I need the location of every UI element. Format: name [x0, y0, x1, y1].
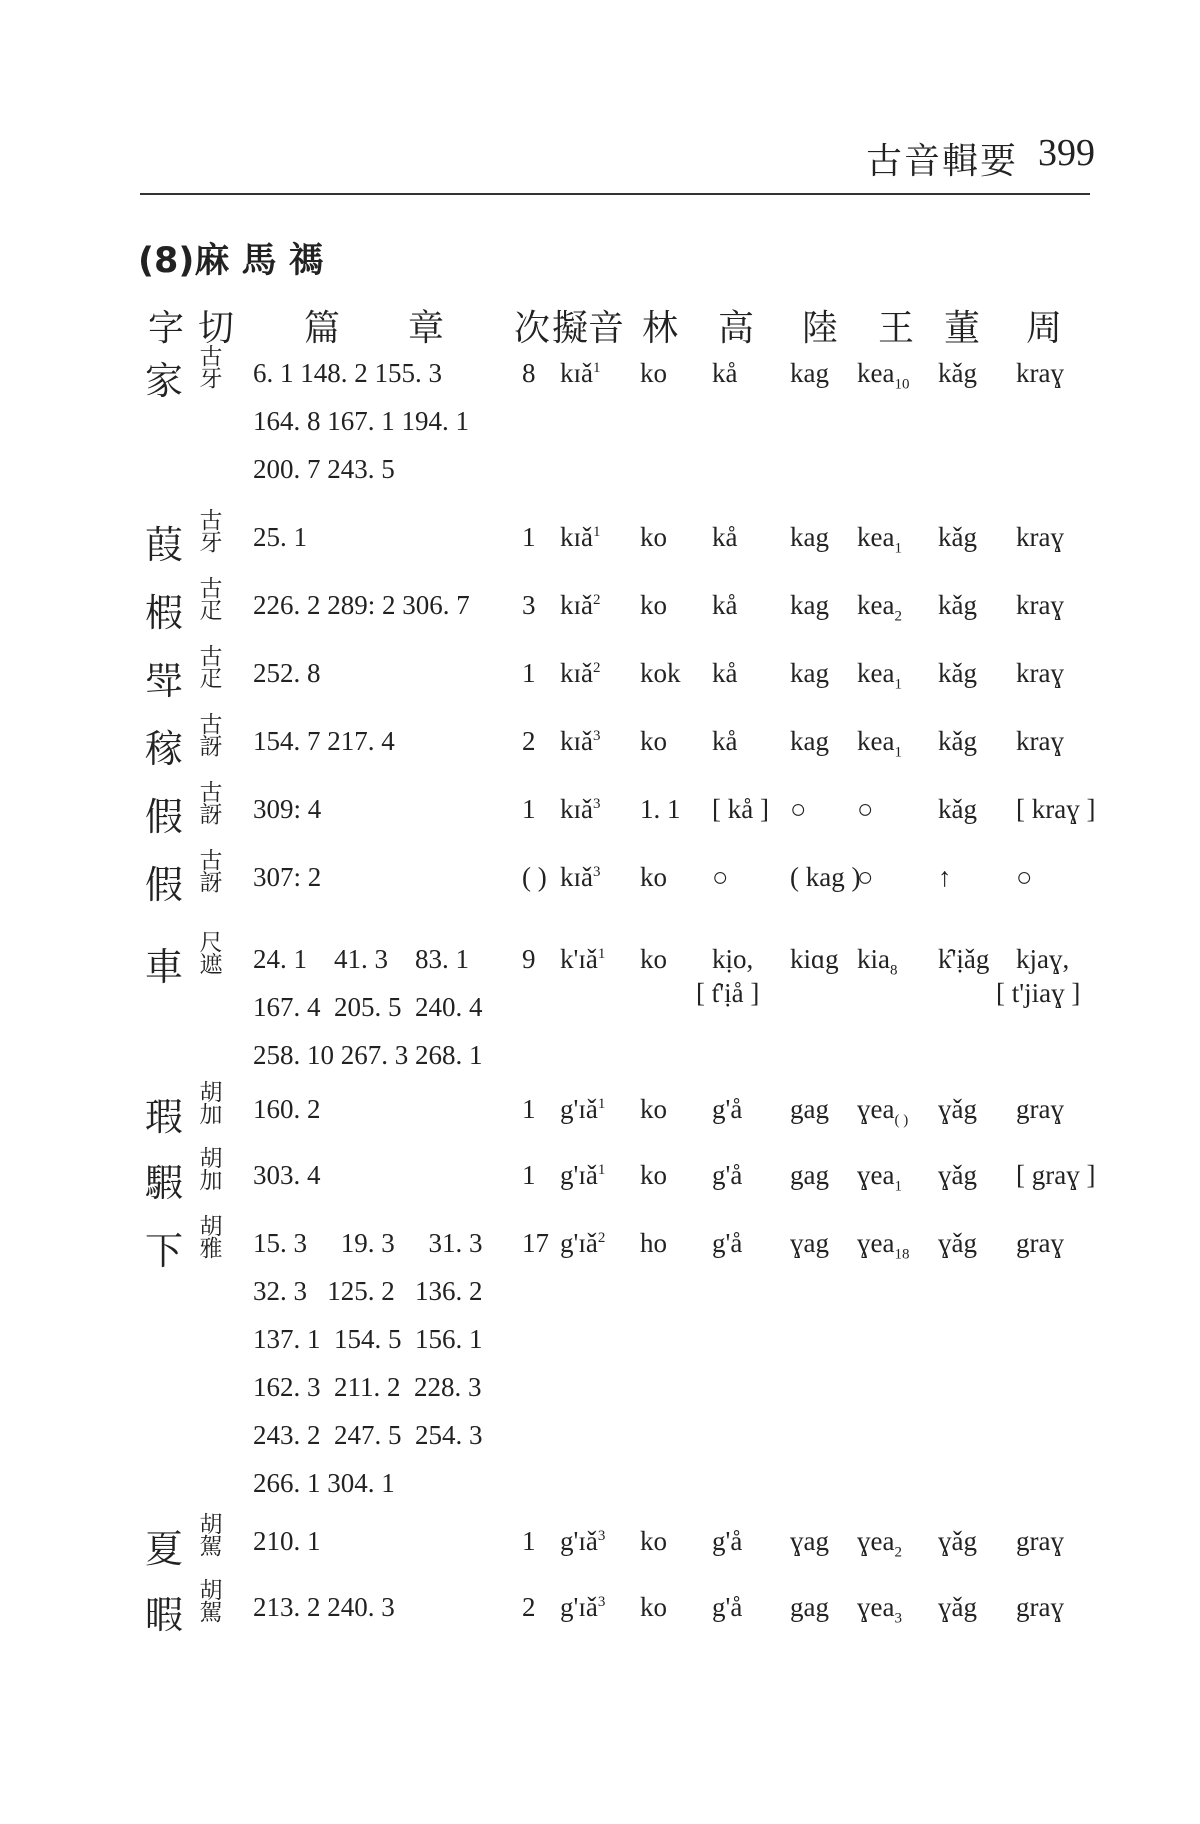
headword-char: 假: [145, 863, 184, 907]
reconstruction-cell: kɪǎ$^2$: [560, 590, 601, 620]
col-zhou: 周: [1026, 308, 1063, 349]
zhou-cell: kraɣ: [1016, 658, 1064, 688]
wang-subscript: ( ): [894, 1112, 909, 1129]
gao-cell: [ kå ]: [712, 794, 769, 824]
count-cell: 8: [522, 358, 536, 388]
zhou-cell: graɣ: [1016, 1228, 1064, 1258]
count-cell: 17: [522, 1228, 549, 1258]
gao-cell: kå: [712, 522, 738, 552]
chapter-references: 200. 7 243. 5: [253, 454, 395, 484]
reconstruction-cell: g'ɪǎ$^1$: [560, 1094, 606, 1124]
col-niyin: 擬音: [552, 308, 625, 349]
lin-cell: ho: [640, 1228, 667, 1258]
chapter-references: 137. 1 154. 5 156. 1: [253, 1324, 483, 1354]
wang-subscript: 10: [894, 376, 910, 393]
headword-char: 椵: [145, 591, 184, 635]
col-lin: 林: [642, 308, 679, 349]
headword-char: 下: [145, 1229, 184, 1273]
dong-cell: k̑'ịǎg: [938, 944, 990, 974]
chapter-references: 258. 10 267. 3 268. 1: [253, 1040, 483, 1070]
wang-cell: kea$_1$: [857, 726, 902, 761]
reconstruction-cell: g'ɪǎ$^3$: [560, 1526, 606, 1556]
headword-char: 葭: [145, 523, 184, 567]
wang-subscript: 1: [894, 676, 902, 693]
chapter-references: 32. 3 125. 2 136. 2: [253, 1276, 483, 1306]
tone-number: 2: [593, 660, 601, 676]
col-dong: 董: [944, 308, 981, 349]
chapter-references: 226. 2 289: 2 306. 7: [253, 590, 470, 620]
tone-number: 3: [597, 1528, 606, 1544]
tone-number: 3: [593, 796, 601, 812]
dong-cell: ↑: [938, 862, 952, 892]
tone-number: 1: [593, 524, 601, 540]
lu-cell: kag: [790, 522, 829, 552]
wang-cell: kia$_8$: [857, 944, 898, 979]
count-cell: ( ): [522, 862, 547, 892]
zhou-cell: kraɣ: [1016, 726, 1064, 756]
gao-cell: g'å: [712, 1526, 743, 1556]
chapter-references: 309: 4: [253, 794, 322, 824]
chapter-references: 164. 8 167. 1 194. 1: [253, 406, 469, 436]
tone-number: 1: [593, 360, 601, 376]
chapter-references: 252. 8: [253, 658, 321, 688]
count-cell: 1: [522, 1094, 536, 1124]
fanqie-spelling: 胡加: [199, 1146, 223, 1194]
lu-cell: ( kag ): [790, 862, 861, 892]
lin-cell: ko: [640, 726, 667, 756]
headword-char: 斝: [145, 659, 184, 703]
headword-char: 暇: [145, 1593, 184, 1637]
lin-cell: ko: [640, 944, 667, 974]
count-cell: 2: [522, 726, 536, 756]
fanqie-spelling: 胡駕: [199, 1512, 223, 1560]
chapter-references: 303. 4: [253, 1160, 321, 1190]
wang-subscript: 1: [894, 1178, 902, 1195]
wang-cell: kea$_{10}$: [857, 358, 910, 393]
tone-number: 1: [597, 946, 606, 962]
count-cell: 1: [522, 794, 536, 824]
lu-cell: gag: [790, 1094, 829, 1124]
wang-subscript: 18: [894, 1246, 910, 1263]
reconstruction-cell: k'ɪǎ$^1$: [560, 944, 606, 974]
lu-cell: kag: [790, 590, 829, 620]
chapter-references: 243. 2 247. 5 254. 3: [253, 1420, 483, 1450]
lu-cell: kag: [790, 658, 829, 688]
chapter-references: 160. 2: [253, 1094, 321, 1124]
wang-cell: ɣea$_{( )}$: [857, 1094, 909, 1129]
lin-cell: ko: [640, 1592, 667, 1622]
lu-cell: kag: [790, 726, 829, 756]
section-title: (8)麻 馬 禡: [138, 241, 324, 281]
gao-cell: g'å: [712, 1160, 743, 1190]
zhou-cell: graɣ: [1016, 1094, 1064, 1124]
tone-number: 2: [597, 1230, 606, 1246]
tone-number: 2: [593, 592, 601, 608]
zhou-cell: kraɣ: [1016, 590, 1064, 620]
zhou-cell: kraɣ: [1016, 358, 1064, 388]
chapter-references: 266. 1 304. 1: [253, 1468, 395, 1498]
wang-cell: ɣea$_1$: [857, 1160, 902, 1195]
lin-cell: ko: [640, 1094, 667, 1124]
lin-cell: kok: [640, 658, 681, 688]
dong-cell: ɣǎg: [938, 1228, 977, 1258]
headword-char: 瑕: [145, 1095, 184, 1139]
wang-cell: ɣea$_2$: [857, 1526, 902, 1561]
zhou-cell: kjaɣ,: [1016, 944, 1070, 974]
wang-subscript: 1: [894, 744, 902, 761]
dong-cell: kǎg: [938, 590, 977, 620]
reconstruction-cell: kɪǎ$^3$: [560, 794, 601, 824]
gao-cell: g'å: [712, 1228, 743, 1258]
tone-number: 3: [597, 1594, 606, 1610]
lu-cell: kag: [790, 358, 829, 388]
chapter-references: 25. 1: [253, 522, 307, 552]
lin-cell: 1. 1: [640, 794, 681, 824]
tone-number: 1: [597, 1096, 606, 1112]
dong-cell: ɣǎg: [938, 1094, 977, 1124]
chapter-references: 213. 2 240. 3: [253, 1592, 395, 1622]
headword-char: 稼: [145, 727, 184, 771]
chapter-references: 24. 1 41. 3 83. 1: [253, 944, 469, 974]
lin-cell: ko: [640, 522, 667, 552]
reconstruction-cell: kɪǎ$^1$: [560, 358, 601, 388]
lu-cell: ɣag: [790, 1228, 829, 1258]
chapter-references: 307: 2: [253, 862, 322, 892]
dong-cell: kǎg: [938, 726, 977, 756]
zhou-alt-cell: [ t'jiaɣ ]: [996, 978, 1081, 1008]
fanqie-spelling: 古疋: [199, 644, 223, 692]
gao-cell: kå: [712, 658, 738, 688]
lin-cell: ko: [640, 590, 667, 620]
gao-cell: g'å: [712, 1094, 743, 1124]
wang-subscript: 2: [894, 608, 902, 625]
col-lu: 陸: [802, 308, 839, 349]
wang-subscript: 1: [894, 540, 902, 557]
dong-cell: kǎg: [938, 358, 977, 388]
col-wang: 王: [878, 308, 915, 349]
col-ci: 次: [514, 308, 551, 349]
count-cell: 1: [522, 658, 536, 688]
zhou-cell: ○: [1016, 862, 1033, 892]
fanqie-spelling: 古訝: [199, 780, 223, 828]
wang-subscript: 3: [894, 1610, 902, 1627]
reconstruction-cell: g'ɪǎ$^1$: [560, 1160, 606, 1190]
count-cell: 1: [522, 1526, 536, 1556]
fanqie-spelling: 胡加: [199, 1080, 223, 1128]
fanqie-spelling: 古訝: [199, 848, 223, 896]
gao-cell: kå: [712, 590, 738, 620]
tone-number: 3: [593, 864, 601, 880]
zhou-cell: [ kraɣ ]: [1016, 794, 1096, 824]
wang-subscript: 8: [890, 962, 898, 979]
lin-cell: ko: [640, 862, 667, 892]
count-cell: 3: [522, 590, 536, 620]
wang-cell: ɣea$_3$: [857, 1592, 902, 1627]
reconstruction-cell: kɪǎ$^2$: [560, 658, 601, 688]
fanqie-spelling: 古牙: [199, 508, 223, 556]
fanqie-spelling: 古訝: [199, 712, 223, 760]
wang-cell: kea$_2$: [857, 590, 902, 625]
col-gao: 高: [718, 308, 755, 349]
lu-cell: gag: [790, 1592, 829, 1622]
chapter-references: 167. 4 205. 5 240. 4: [253, 992, 483, 1022]
col-pian: 篇: [304, 308, 341, 349]
zhou-cell: graɣ: [1016, 1592, 1064, 1622]
gao-cell: ○: [712, 862, 729, 892]
lu-cell: ○: [790, 794, 807, 824]
gao-cell: kịo,: [712, 944, 754, 974]
gao-cell: g'å: [712, 1592, 743, 1622]
header-rule: [140, 193, 1090, 195]
chapter-references: 6. 1 148. 2 155. 3: [253, 358, 442, 388]
wang-cell: kea$_1$: [857, 658, 902, 693]
headword-char: 假: [145, 795, 184, 839]
wang-cell: ○: [857, 862, 874, 892]
wang-subscript: 2: [894, 1544, 902, 1561]
wang-cell: kea$_1$: [857, 522, 902, 557]
dong-cell: ɣǎg: [938, 1592, 977, 1622]
dong-cell: ɣǎg: [938, 1160, 977, 1190]
wang-cell: ○: [857, 794, 874, 824]
lin-cell: ko: [640, 1526, 667, 1556]
chapter-references: 210. 1: [253, 1526, 321, 1556]
chapter-references: 15. 3 19. 3 31. 3: [253, 1228, 483, 1258]
dong-cell: kǎg: [938, 522, 977, 552]
fanqie-spelling: 胡雅: [199, 1214, 223, 1262]
lu-cell: kiɑg: [790, 944, 839, 974]
lin-cell: ko: [640, 358, 667, 388]
gao-cell: kå: [712, 726, 738, 756]
zhou-cell: [ graɣ ]: [1016, 1160, 1096, 1190]
wang-cell: ɣea$_{18}$: [857, 1228, 910, 1263]
tone-number: 3: [593, 728, 601, 744]
headword-char: 家: [145, 359, 184, 403]
count-cell: 1: [522, 1160, 536, 1190]
gao-alt-cell: [ t̑'ịå ]: [696, 978, 760, 1008]
zhou-cell: graɣ: [1016, 1526, 1064, 1556]
chapter-references: 154. 7 217. 4: [253, 726, 395, 756]
fanqie-spelling: 尺遮: [199, 930, 223, 978]
reconstruction-cell: g'ɪǎ$^2$: [560, 1228, 606, 1258]
headword-char: 車: [145, 945, 184, 989]
dong-cell: kǎg: [938, 794, 977, 824]
chapter-references: 162. 3 211. 2 228. 3: [253, 1372, 482, 1402]
count-cell: 1: [522, 522, 536, 552]
dong-cell: kǎg: [938, 658, 977, 688]
col-zhang: 章: [408, 308, 445, 349]
fanqie-spelling: 胡駕: [199, 1578, 223, 1626]
headword-char: 騢: [145, 1161, 184, 1205]
col-zi: 字: [148, 308, 185, 349]
reconstruction-cell: kɪǎ$^3$: [560, 726, 601, 756]
reconstruction-cell: kɪǎ$^1$: [560, 522, 601, 552]
reconstruction-cell: kɪǎ$^3$: [560, 862, 601, 892]
reconstruction-cell: g'ɪǎ$^3$: [560, 1592, 606, 1622]
dong-cell: ɣǎg: [938, 1526, 977, 1556]
count-cell: 9: [522, 944, 536, 974]
running-header-title: 古音輯要: [866, 141, 1019, 182]
lu-cell: ɣag: [790, 1526, 829, 1556]
gao-cell: kå: [712, 358, 738, 388]
fanqie-spelling: 古牙: [199, 344, 223, 392]
lin-cell: ko: [640, 1160, 667, 1190]
col-qie: 切: [198, 308, 235, 349]
count-cell: 2: [522, 1592, 536, 1622]
page-number: 399: [1038, 132, 1095, 174]
headword-char: 夏: [145, 1527, 184, 1571]
tone-number: 1: [597, 1162, 606, 1178]
lu-cell: gag: [790, 1160, 829, 1190]
fanqie-spelling: 古疋: [199, 576, 223, 624]
zhou-cell: kraɣ: [1016, 522, 1064, 552]
